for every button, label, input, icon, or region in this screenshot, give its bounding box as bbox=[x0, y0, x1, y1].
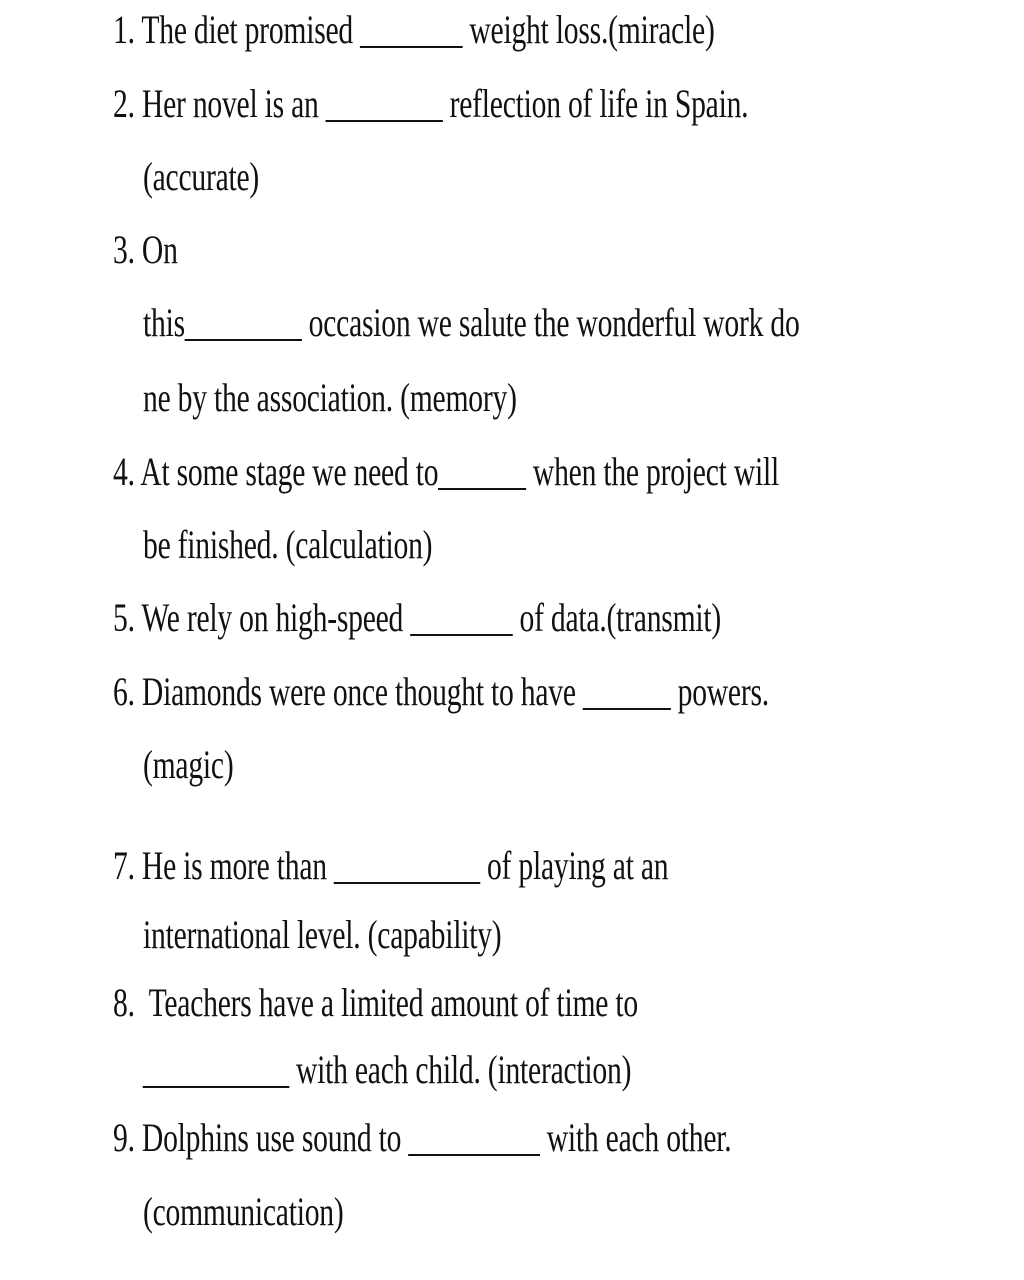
item-8-line-1: 8. Teachers have a limited amount of time to bbox=[113, 980, 638, 1025]
item-7-line-1: 7. He is more than __________ of playing at an bbox=[113, 843, 669, 888]
item-9-line-2: (communication) bbox=[143, 1189, 344, 1234]
item-4-line-2: be finished. (calculation) bbox=[143, 522, 433, 567]
item-6-line-1: 6. Diamonds were once thought to have ______ powers. bbox=[113, 669, 769, 714]
item-5-line-1: 5. We rely on high-speed _______ of data.(transmit) bbox=[113, 595, 722, 640]
item-1-line-1: 1. The diet promised _______ weight loss.(miracle) bbox=[113, 7, 715, 52]
item-4-line-1: 4. At some stage we need to______ when the project will bbox=[113, 449, 779, 494]
item-6-line-2: (magic) bbox=[143, 742, 234, 787]
item-2-line-1: 2. Her novel is an ________ reflection of life in Spain. bbox=[113, 81, 749, 126]
item-2-line-2: (accurate) bbox=[143, 154, 260, 199]
item-7-line-2: international level. (capability) bbox=[143, 912, 502, 957]
item-3-line-2: this________ occasion we salute the wonderful work do bbox=[143, 300, 800, 345]
item-8-line-2: __________ with each child. (interaction) bbox=[143, 1047, 632, 1092]
item-9-line-1: 9. Dolphins use sound to _________ with each other. bbox=[113, 1115, 732, 1160]
item-3-line-1: 3. On bbox=[113, 227, 178, 272]
item-3-line-3: ne by the association. (memory) bbox=[143, 375, 517, 420]
